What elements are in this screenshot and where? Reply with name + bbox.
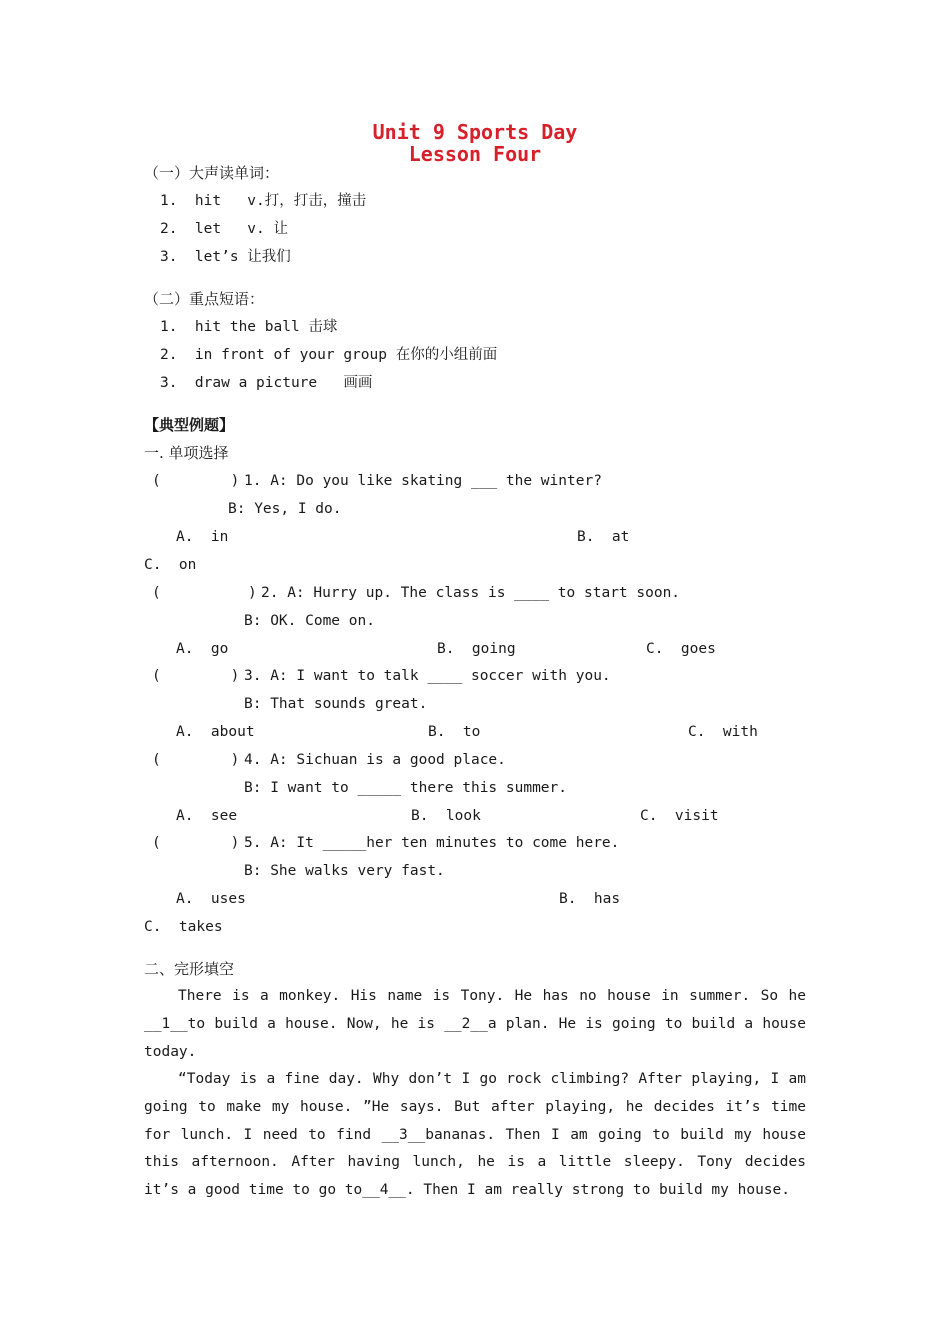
answer-paren: ( ) [152, 668, 240, 684]
option-b: B. has [559, 891, 621, 907]
answer-paren: ( ) [152, 473, 240, 489]
question-text: 2. A: Hurry up. The class is ____ to start soon. [261, 585, 681, 601]
answer-paren: ( ) [152, 835, 240, 851]
question-reply: B: That sounds great. [244, 696, 428, 712]
answer-paren: ( ) [152, 752, 240, 768]
phrase-item: 1. hit the ball 击球 [160, 319, 338, 335]
page-subtitle: Lesson Four [408, 142, 542, 166]
page-title: Unit 9 Sports Day [372, 120, 578, 144]
word-item: 2. let v. 让 [160, 221, 288, 237]
question-text: 3. A: I want to talk ____ soccer with you. [244, 668, 611, 684]
question-text: 4. A: Sichuan is a good place. [244, 752, 506, 768]
option-a: A. see [176, 808, 238, 824]
word-item: 3. let’s 让我们 [160, 249, 291, 265]
question-text: 1. A: Do you like skating ___ the winter? [244, 473, 602, 489]
option-a: A. about [176, 724, 255, 740]
option-c: C. goes [646, 641, 716, 657]
part2-heading: 二、完形填空 [144, 960, 235, 978]
word-item: 1. hit v.打，打击，撞击 [160, 193, 367, 209]
section2-heading: （二）重点短语： [144, 290, 265, 308]
question-reply: B: I want to _____ there this summer. [244, 780, 568, 796]
cloze-paragraph-1: There is a monkey. His name is Tony. He has no house in summer. So he __1__to build a house. Now, he is __2__a plan. He is going to build a house today. [144, 988, 806, 1060]
section1-heading: （一）大声读单词： [144, 164, 280, 182]
option-b: B. look [411, 808, 481, 824]
option-b: B. to [428, 724, 481, 740]
examples-heading: 【典型例题】 [144, 416, 235, 434]
option-a: A. go [176, 641, 229, 657]
phrase-item: 2. in front of your group 在你的小组前面 [160, 347, 498, 363]
cloze-paragraph-2: “Today is a fine day. Why don’t I go rock climbing? After playing, I am going to make my house. ”He says. But after playing, he decides it’s time for lunch. I need to find __3__bananas. Then I am going to build my house this afternoon. After having lunch, he is a little sleepy. Tony decides it’s a good time to go to__4__. Then I am really strong to build my house. [144, 1071, 806, 1199]
question-reply: B: She walks very fast. [244, 863, 445, 879]
option-a: A. in [176, 529, 229, 545]
answer-paren: ( ) [152, 585, 257, 601]
phrase-item: 3. draw a picture 画画 [160, 375, 373, 391]
question-text: 5. A: It _____her ten minutes to come here. [244, 835, 620, 851]
option-c: C. takes [144, 919, 223, 935]
option-c: C. visit [640, 808, 719, 824]
option-b: B. going [437, 641, 516, 657]
option-b: B. at [577, 529, 630, 545]
part1-heading: 一. 单项选择 [144, 444, 229, 462]
question-reply: B: OK. Come on. [244, 613, 375, 629]
option-c: C. on [144, 557, 197, 573]
option-c: C. with [688, 724, 758, 740]
option-a: A. uses [176, 891, 246, 907]
question-reply: B: Yes, I do. [228, 501, 342, 517]
